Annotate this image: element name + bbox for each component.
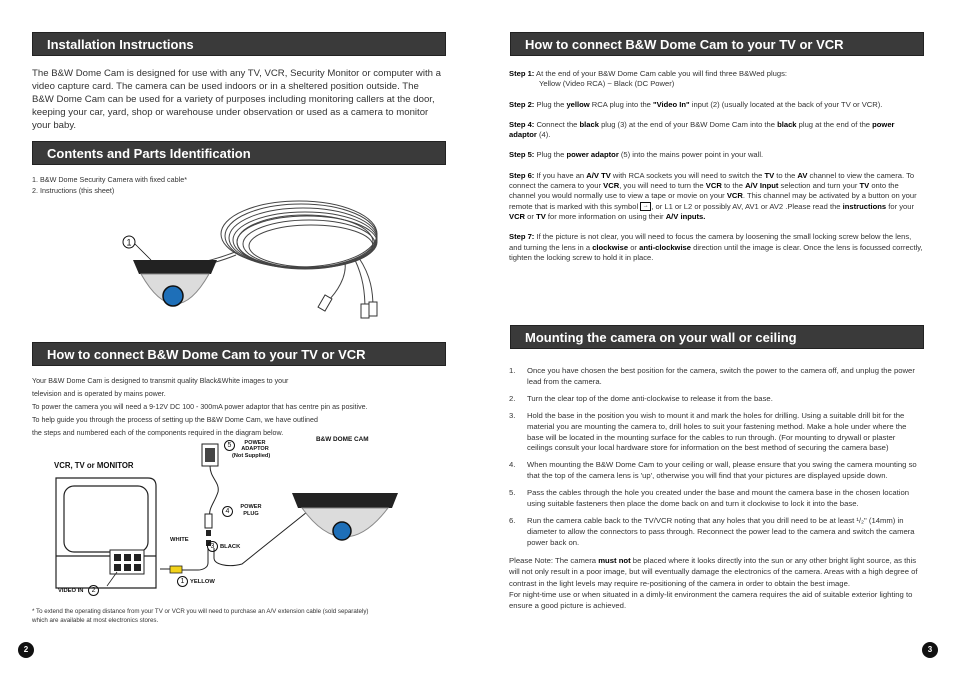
- step-4: Step 4: Connect the black plug (3) at the end of your B&W Dome Cam into the black plug at the end of the power adaptor (4).: [509, 119, 895, 140]
- mounting-heading: Mounting the camera on your wall or ceiling: [510, 325, 924, 349]
- installation-body: The B&W Dome Cam is designed for use with any TV, VCR, Security Monitor or computer with a video capture card. The camera can be used indoors or in a sheltered position outside. The B&W Dome Cam can be used for a variety of purposes including monitoring callers at the door, keeping your car, yard, shop or warehouse under observation or used as a camera to monitor your baby.: [32, 68, 441, 131]
- connect-heading-left: How to connect B&W Dome Cam to your TV or VCR: [32, 342, 446, 366]
- step-1: Step 1: At the end of your B&W Dome Cam cable you will find three B&Wed plugs: Yellow (Video RCA) ~ Black (DC Power): [509, 69, 788, 89]
- please-note: Please Note: The camera must not be placed where it looks directly into the sun or any other bright light source, as this will not only result in a poor image, but will eventually damage the electronics of the camera. Areas with a high degree of contrast in the light levels may require re-positioning of the camera in order to obtain the best image.: [509, 555, 918, 588]
- mounting-step: 2. Turn the clear top of the dome anti-clockwise to release it from the base.: [509, 393, 773, 403]
- steps-block: [509, 69, 923, 273]
- yellow-label-text: YELLOW: [190, 579, 215, 585]
- mounting-steps: [509, 366, 919, 612]
- mounting-step: 5. Pass the cables through the hole you created under the base and mount the camera base in the chosen location using suitable fasteners then place the dome back on and turn it clockwise to lock it into the base.: [509, 488, 910, 509]
- callout-2-icon: 2: [88, 585, 99, 596]
- connect-intro-line: television and is operated by mains power.: [32, 390, 166, 398]
- yellow-label: [177, 576, 215, 587]
- step-5: Step 5: Plug the power adaptor (5) into the mains power point in your wall.: [509, 150, 764, 160]
- camera-illustration: [115, 192, 425, 327]
- contents-item: 2. Instructions (this sheet): [32, 186, 115, 195]
- contents-item: 1. B&W Dome Security Camera with fixed cable*: [32, 175, 187, 184]
- av-input-icon: →: [640, 202, 651, 211]
- installation-heading: Installation Instructions: [32, 32, 446, 56]
- mounting-list: [509, 366, 919, 549]
- footnote: * To extend the operating distance from your TV or VCR you will need to purchase an A/V extension cable (sold separately) which are available at most electronics stores.: [32, 608, 369, 624]
- mounting-step: 4. When mounting the B&W Dome Cam to your ceiling or wall, please ensure that you swing the camera mounting so that the top of the camera lens is 'up', otherwise you will find that your pictures are displayed upside down.: [509, 460, 917, 481]
- step-6: Step 6: If you have an A/V TV with RCA sockets you will need to switch the TV to the AV channel to view the camera. To connect the camera to your VCR, you will need to turn the VCR to the A/V Input selection and turn your TV onto the channel you would normally use to view a tape or movie on your VCR. This channel may be activated by a button on your remote that is marked with this symbol → , or L1 or L2 or possibly AV, AV1 or AV2 .Please read the instructions for your VCR or TV for more information on using their A/V inputs.: [509, 170, 917, 221]
- adaptor-label: [238, 440, 272, 452]
- connect-intro-line: the steps and numbered each of the components required in the diagram below.: [32, 429, 284, 437]
- adaptor-note: (Not Supplied): [232, 453, 271, 459]
- page-number-right: 3: [922, 642, 938, 658]
- white-label: WHITE: [170, 537, 189, 543]
- contents-heading: Contents and Parts Identification: [32, 141, 446, 165]
- video-in-label: [58, 585, 101, 596]
- night-note: For night-time use or when situated in a dimly-lit environment the camera requires the aid of suitable exterior lighting to ensure a good picture is achieved.: [509, 589, 913, 611]
- connect-intro: [32, 375, 442, 440]
- connect-intro-line: Your B&W Dome Cam is designed to transmit quality Black&White images to your: [32, 377, 289, 385]
- video-in-text: VIDEO IN: [58, 588, 84, 594]
- vcr-label: VCR, TV or MONITOR: [54, 461, 134, 470]
- connect-intro-line: To help guide you through the process of setting up the B&W Dome Cam, we have outlined: [32, 416, 318, 424]
- mounting-step: 1. Once you have chosen the best position for the camera, switch the power to the camera off, and unplug the power lead from the camera.: [509, 366, 915, 386]
- connect-heading-right: How to connect B&W Dome Cam to your TV or VCR: [510, 32, 924, 56]
- plug-label: POWER PLUG: [240, 504, 262, 517]
- callout-4-icon: 4: [222, 506, 233, 517]
- svg-text:1: 1: [126, 237, 132, 248]
- step-7: Step 7: If the picture is not clear, you will need to focus the camera by loosening the small locking screw below the lens, and turning the lens in a clockwise or anti-clockwise direction until the image is clear. Once the lens is focussed correctly, tighten the locking screw to hold it in place.: [509, 232, 923, 262]
- callout-3-icon: 3: [207, 541, 218, 552]
- plug-callout: [222, 506, 235, 517]
- adaptor-callout: [224, 440, 237, 451]
- callout-1b-icon: 1: [177, 576, 188, 587]
- mounting-step: 6. Run the camera cable back to the TV/VCR noting that any holes that you drill need to be at least ¹/₂" (14mm) in diameter to allow the connectors to pass through. Reconnect the power lead to the camera and switch the camera power back on.: [509, 515, 915, 547]
- connect-intro-line: To power the camera you will need a 9-12V DC 100 - 300mA power adaptor that has centre pin as positive.: [32, 403, 368, 411]
- adaptor-label-text: POWER ADAPTOR: [241, 440, 269, 453]
- camera-label: B&W DOME CAM: [316, 436, 369, 443]
- black-label-text: BLACK: [220, 544, 241, 550]
- mounting-step: 3. Hold the base in the position you wish to mount it and mark the holes for drilling. Using a suitable drill bit for the material you are mounting the camera to, drill holes to suit your fastening method. Make a hole under where the base will be located in the mounting surface for the cables to run through. (For mounting to drywall or plaster ceilings consult your local hardware store for information on the best method of securing the camera base): [509, 410, 907, 453]
- callout-5-icon: 5: [224, 440, 235, 451]
- page-number-left: 2: [18, 642, 34, 658]
- black-label: [207, 541, 240, 552]
- step-2: Step 2: Plug the yellow RCA plug into the "Video In" input (2) (usually located at the back of your TV or VCR).: [509, 99, 883, 109]
